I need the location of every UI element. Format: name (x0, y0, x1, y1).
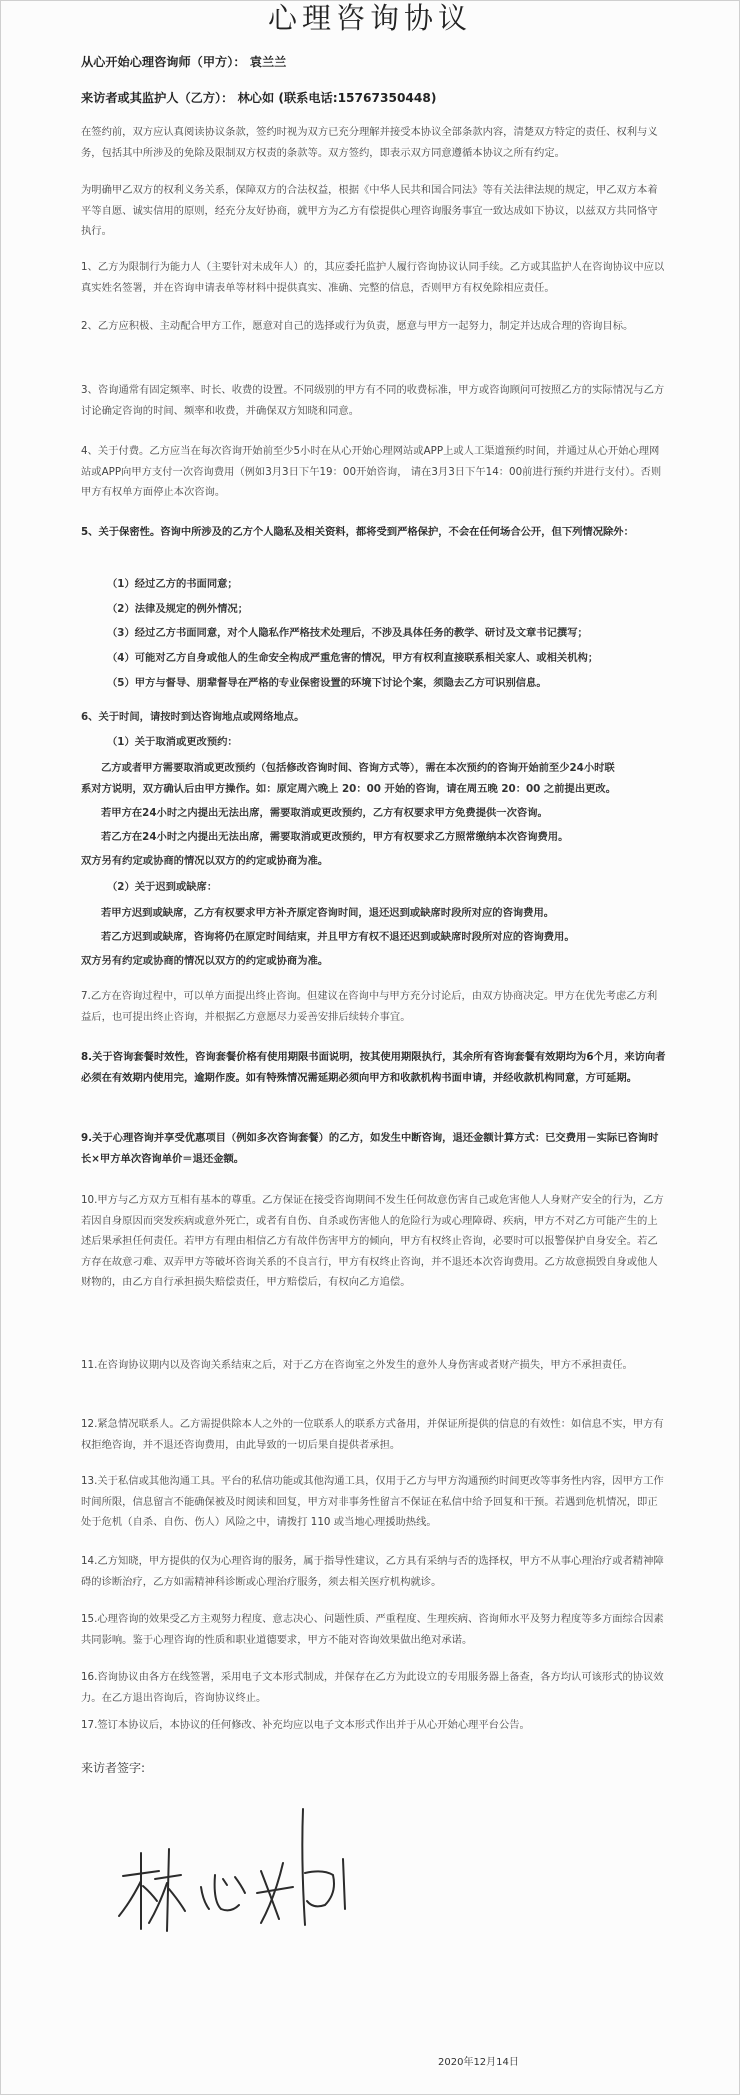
clause-6-line: 双方另有约定或协商的情况以双方的约定或协商为准。 (81, 855, 329, 867)
clause-1: 1、乙方为限制行为能力人（主要针对未成年人）的，其应委托监护人履行咨询协议认同手续。乙方或其监护人在咨询协议中应以真实姓名签署，并在咨询申请表单等材料中提供真实、准确、完整的信息，否则甲方有权免除相应责任。 (81, 261, 665, 294)
clause-6-sub-heading: （1）关于取消或更改预约： (107, 736, 238, 748)
clause-6-line: 若甲方在24小时之内提出无法出席，需要取消或更改预约，乙方有权要求甲方免费提供一次咨询。 (101, 807, 548, 819)
clause-16: 16.咨询协议由各方在线签署，采用电子文本形式制成，并保存在乙方为此设立的专用服务器上备查，各方均认可该形式的协议效力。在乙方退出咨询后，咨询协议终止。 (81, 1671, 664, 1704)
clause-5-item: （3）经过乙方书面同意，对个人隐私作严格技术处理后，不涉及具体任务的教学、研讨及文章书记撰写； (107, 627, 588, 639)
clause-5-item: （4）可能对乙方自身或他人的生命安全构成严重危害的情况，甲方有权利直接联系相关家人、或相关机构； (107, 652, 599, 664)
clause-6-line: 系对方说明，双方确认后由甲方操作。如：原定周六晚上 20：00 开始的咨询，请在周五晚 20：00 之前提出更改。 (81, 783, 617, 795)
clause-6: 6、关于时间，请按时到达咨询地点或网络地点。 (81, 711, 305, 723)
clause-5: 5、关于保密性。咨询中所涉及的乙方个人隐私及相关资料，都将受到严格保护，不会在任何场合公开，但下列情况除外： (81, 526, 634, 538)
clause-12: 12.紧急情况联系人。乙方需提供除本人之外的一位联系人的联系方式备用，并保证所提供的信息的有效性：如信息不实，甲方有权拒绝咨询，并不退还咨询费用，由此导致的一切后果自提供者承担。 (81, 1418, 664, 1451)
clause-13: 13.关于私信或其他沟通工具。平台的私信功能或其他沟通工具，仅用于乙方与甲方沟通预约时间更改等事务性内容，因甲方工作时间所限，信息留言不能确保被及时阅读和回复，甲方对非事务性留言不保证在私信中给予回复和干预。若遇到危机情况，即正处于危机（自杀、自伤、伤人）风险之中，请拨打 110 或当地心理援助热线。 (81, 1475, 664, 1528)
clause-6-line: 若乙方在24小时之内提出无法出席，需要取消或更改预约，甲方有权要求乙方照常缴纳本次咨询费用。 (101, 831, 569, 843)
clause-10: 10.甲方与乙方双方互相有基本的尊重。乙方保证在接受咨询期间不发生任何故意伤害自己或危害他人人身财产安全的行为，乙方若因自身原因而突发疾病或意外死亡，或者有自伤、自杀或伤害他人的危险行为或心理障碍、疾病，甲方不对乙方可能产生的上述后果承担任何责任。若甲方有理由相信乙方有故伴伤害甲方的倾向，甲方有权终止咨询，必要时可以报警保护自身安全。若乙方存在故意刁难、双弄甲方等破坏咨询关系的不良言行，甲方有权终止咨询，并不退还本次咨询费用。乙方故意损毁自身或他人财物的，由乙方自行承担损失赔偿责任，甲方赔偿后，有权向乙方追偿。 (81, 1194, 664, 1288)
clause-7: 7.乙方在咨询过程中，可以单方面提出终止咨询。但建议在咨询中与甲方充分讨论后，由双方协商决定。甲方在优先考虑乙方利益后，也可提出终止咨询，并根据乙方意愿尽力妥善安排后续转介事宜。 (81, 990, 658, 1023)
signing-date: 2020年12月14日 (438, 2057, 519, 2068)
clause-14: 14.乙方知晓，甲方提供的仅为心理咨询的服务，属于指导性建议，乙方具有采纳与否的选择权，甲方不从事心理治疗或者精神障碍的诊断治疗，乙方如需精神科诊断或心理治疗服务，须去相关医疗机构就诊。 (81, 1555, 664, 1588)
handwritten-signature (111, 1801, 351, 1961)
party-b: 来访者或其监护人（乙方）： 林心如 (联系电话:15767350448) (81, 91, 437, 105)
clause-6-line: 乙方或者甲方需要取消或更改预约（包括修改咨询时间、咨询方式等），需在本次预约的咨询开始前至少24小时联 (101, 762, 615, 774)
clause-17: 17.签订本协议后，本协议的任何修改、补充均应以电子文本形式作出并于从心开始心理平台公告。 (81, 1719, 530, 1731)
clause-5-item: （2）法律及规定的例外情况； (107, 603, 249, 615)
clause-2: 2、乙方应积极、主动配合甲方工作，愿意对自己的选择或行为负责，愿意与甲方一起努力，制定并达成合理的咨询目标。 (81, 320, 634, 332)
clause-6-line: 双方另有约定或协商的情况以双方的约定或协商为准。 (81, 955, 329, 967)
party-a: 从心开始心理咨询师（甲方）： 袁兰兰 (81, 55, 287, 69)
clause-5-item: （1）经过乙方的书面同意； (107, 578, 238, 590)
signature-label: 来访者签字: (81, 1761, 146, 1775)
clause-6-sub-heading: （2）关于迟到或缺席： (107, 881, 218, 893)
legal-basis-paragraph: 为明确甲乙双方的权利义务关系，保障双方的合法权益，根据《中华人民共和国合同法》等有关法律法规的规定，甲乙双方本着平等自愿、诚实信用的原则，经充分友好协商，就甲方为乙方有偿提供心理咨询服务事宜一致达成如下协议，以兹双方共同恪守执行。 (81, 184, 658, 237)
intro-paragraph: 在签约前，双方应认真阅读协议条款，签约时视为双方已充分理解并接受本协议全部条款内容，清楚双方特定的责任、权利与义务，包括其中所涉及的免除及限制双方权责的条款等。双方签约，即表示双方同意遵循本协议之所有约定。 (81, 126, 658, 159)
clause-11: 11.在咨询协议期内以及咨询关系结束之后，对于乙方在咨询室之外发生的意外人身伤害或者财产损失，甲方不承担责任。 (81, 1359, 633, 1371)
clause-3: 3、咨询通常有固定频率、时长、收费的设置。不同级别的甲方有不同的收费标准，甲方或咨询顾问可按照乙方的实际情况与乙方讨论确定咨询的时间、频率和收费，并确保双方知晓和同意。 (81, 384, 665, 417)
clause-5-item: （5）甲方与督导、朋辈督导在严格的专业保密设置的环境下讨论个案，须隐去乙方可识别信息。 (107, 677, 547, 689)
clause-15: 15.心理咨询的效果受乙方主观努力程度、意志决心、问题性质、严重程度、生理疾病、咨询师水平及努力程度等多方面综合因素共同影响。鉴于心理咨询的性质和职业道德要求，甲方不能对咨询效果做出绝对承诺。 (81, 1613, 664, 1646)
clause-6-line: 若甲方迟到或缺席，乙方有权要求甲方补齐原定咨询时间，退还迟到或缺席时段所对应的咨询费用。 (101, 907, 555, 919)
clause-9: 9.关于心理咨询并享受优惠项目（例如多次咨询套餐）的乙方，如发生中断咨询，退还金额计算方式：已交费用－实际已咨询时长×甲方单次咨询单价＝退还金额。 (81, 1132, 659, 1165)
clause-4: 4、关于付费。乙方应当在每次咨询开始前至少5小时在从心开始心理网站或APP上或人工渠道预约时间，并通过从心开始心理网站或APP向甲方支付一次咨询费用（例如3月3日下午19：00开始咨询， 请在3月3日下午14：00前进行预约并进行支付）。否则甲方有权单方面停止本次咨询。 (81, 445, 662, 498)
page-title: 心理咨询协议 (267, 1, 472, 35)
clause-8: 8.关于咨询套餐时效性，咨询套餐价格有使用期限书面说明，按其使用期限执行，其余所有咨询套餐有效期均为6个月，来访向者必须在有效期内使用完，逾期作废。如有特殊情况需延期必须向甲方和收款机构书面申请，并经收款机构同意，方可延期。 (81, 1051, 666, 1084)
clause-6-line: 若乙方迟到或缺席，咨询将仍在原定时间结束，并且甲方有权不退还迟到或缺席时段所对应的咨询费用。 (101, 931, 575, 943)
